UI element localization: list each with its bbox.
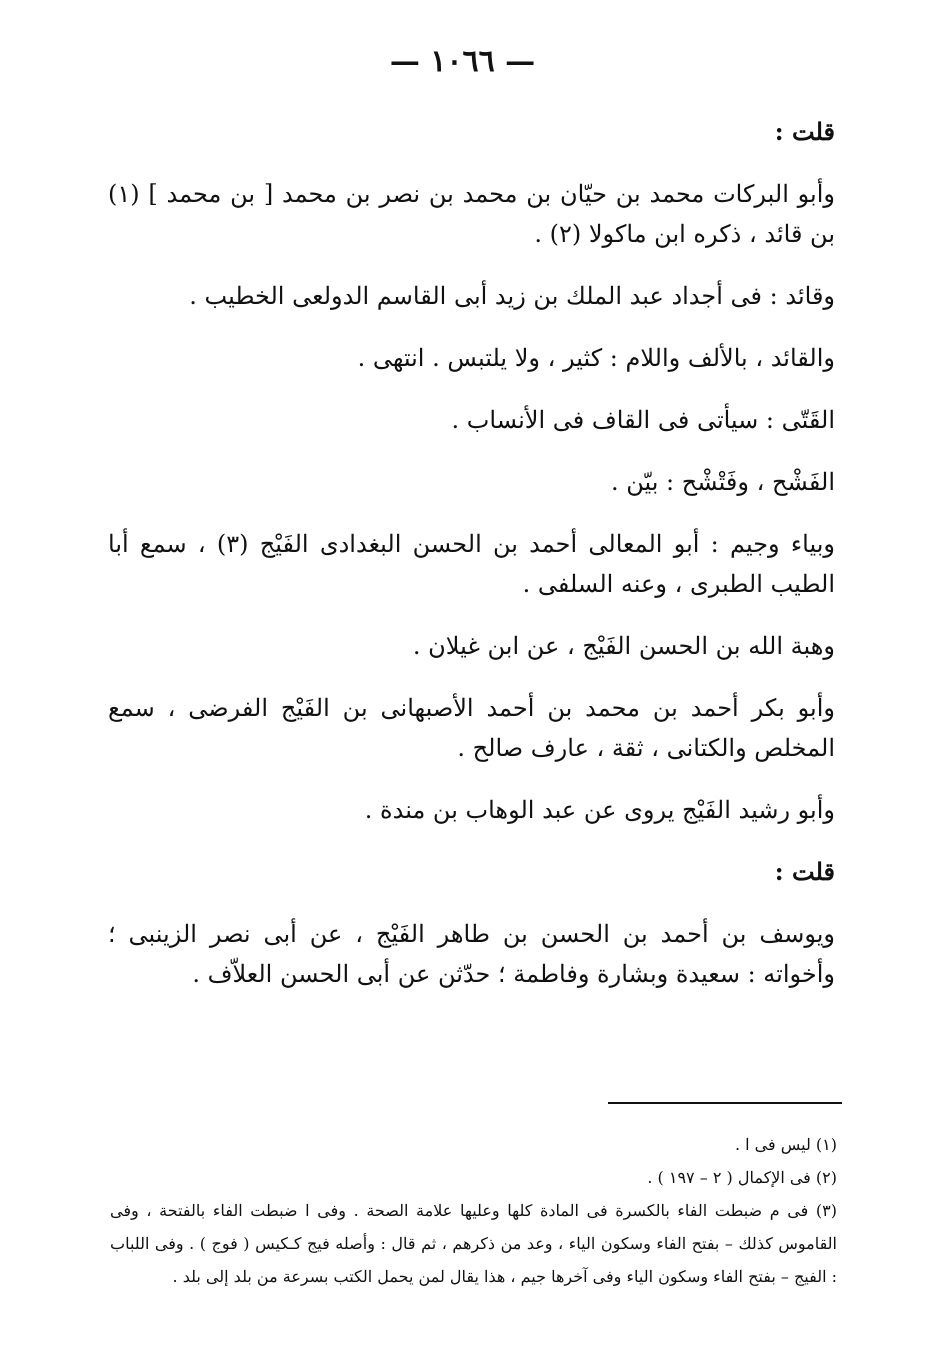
footnote-3: (٣) فى م ضبطت الفاء بالكسرة فى المادة كلها وعليها علامة الصحة . وفى ا ضبطت الفاء بالفتحة ، وفى القاموس كذلك – بفتح الفاء وسكون الياء ، وعد من ذكرهم ، ثم قال : وأصله فيج كـكيس ( فوج ) . وفى اللباب : الفيج – بفتح الفاء وسكون الياء وفى آخرها جيم ، هذا يقال لمن يحمل الكتب بسرعة من بلد إلى بلد . xyxy=(110,1201,837,1286)
page-number: — ١٠٦٦ — xyxy=(389,44,536,79)
paragraph-al-qatti: القَتّى : سيأتى فى القاف فى الأنساب . xyxy=(451,406,835,434)
paragraph-abu-rashid: وأبو رشيد الفَيْج يروى عن عبد الوهاب بن مندة . xyxy=(364,796,835,824)
main-text xyxy=(108,112,835,1016)
paragraph-qaid: وقائد : فى أجداد عبد الملك بن زيد أبى القاسم الدولعى الخطيب . xyxy=(189,282,835,310)
footnote-2: (٢) فى الإكمال ( ٢ – ١٩٧ ) . xyxy=(647,1168,837,1187)
paragraph-hibat-allah: وهبة الله بن الحسن الفَيْج ، عن ابن غيلان . xyxy=(412,632,835,660)
footnote-1: (١) ليس فى ا . xyxy=(734,1135,837,1154)
footnotes xyxy=(110,1128,837,1293)
footnote-divider xyxy=(608,1102,842,1104)
paragraph-qultu-heading-2: قلت : xyxy=(774,857,835,886)
paragraph-al-fashh: الفَشْح ، وفَتْشْح : بيّن . xyxy=(610,468,835,496)
paragraph-abu-al-barakat: وأبو البركات محمد بن حيّان بن محمد بن نصر بن محمد [ بن محمد ] (١) بن قائد ، ذكره ابن ماكولا (٢) . xyxy=(108,180,835,248)
paragraph-al-qaid: والقائد ، بالألف واللام : كثير ، ولا يلتبس . انتهى . xyxy=(357,344,835,372)
paragraph-qultu-heading: قلت : xyxy=(774,117,835,146)
paragraph-yusuf: ويوسف بن أحمد بن الحسن بن طاهر الفَيْج ، عن أبى نصر الزينبى ؛ وأخواته : سعيدة وبشارة وفاطمة ؛ حدّثن عن أبى الحسن العلاّف . xyxy=(108,920,835,988)
paragraph-abu-al-maali: وبياء وجيم : أبو المعالى أحمد بن الحسن البغدادى الفَيْج (٣) ، سمع أبا الطيب الطبرى ، وعنه السلفى . xyxy=(108,530,835,598)
paragraph-abu-bakr: وأبو بكر أحمد بن محمد بن أحمد الأصبهانى بن الفَيْج الفرضى ، سمع المخلص والكتانى ، ثقة ، عارف صالح . xyxy=(108,694,835,762)
